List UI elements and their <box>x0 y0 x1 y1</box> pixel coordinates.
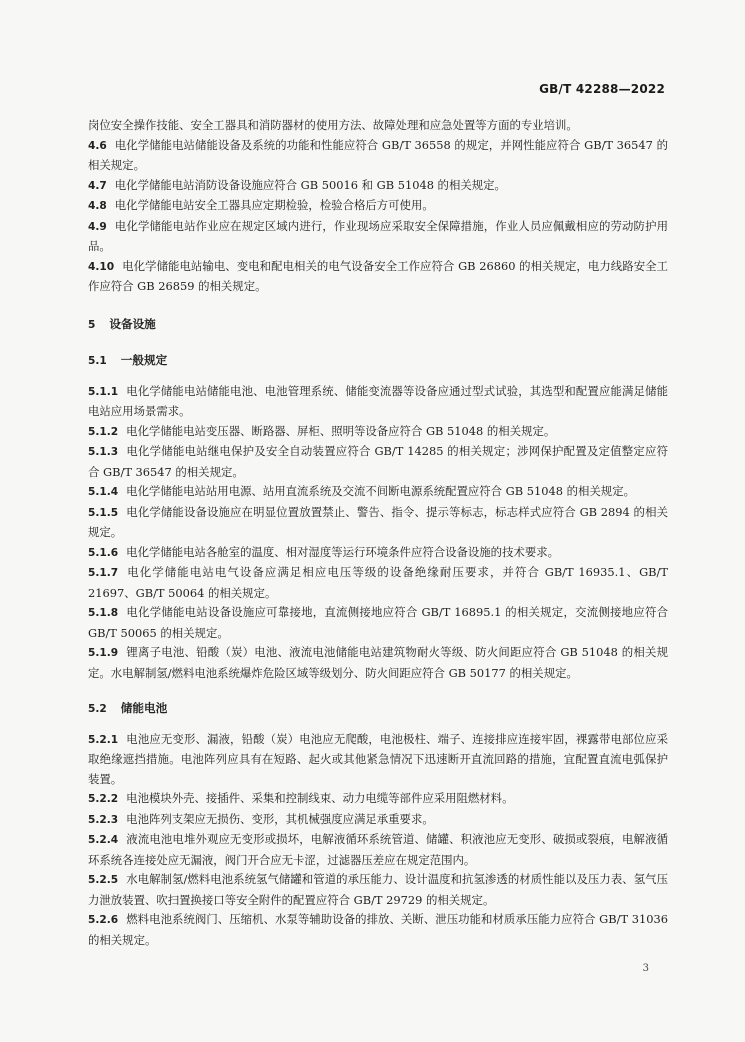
clause-number: 4.10 <box>88 260 115 273</box>
clause-paragraph <box>88 503 668 543</box>
clause-number: 5.1.6 <box>88 546 119 559</box>
section-heading-5 <box>88 315 668 336</box>
clause-number: 5.2.2 <box>88 793 119 805</box>
clause-paragraph <box>88 482 668 503</box>
section-number: 5 <box>88 318 96 331</box>
clause-paragraph <box>88 257 668 297</box>
clause-text: 电化学储能电站继电保护及安全自动装置应符合 GB/T 14285 的相关规定；涉网保护配置及定值整定应符合 GB/T 36547 的相关规定。 <box>88 444 668 479</box>
clause-paragraph <box>88 910 668 950</box>
clause-text: 电化学储能电站储能电池、电池管理系统、储能变流器等设备应通过型式试验，其选型和配置应能满足储能电站应用场景需求。 <box>88 383 668 418</box>
clause-number: 5.2.6 <box>88 914 119 926</box>
clause-number: 5.1.4 <box>88 486 119 498</box>
clause-number: 5.1.5 <box>88 506 119 519</box>
section-number: 5.1 <box>88 355 107 367</box>
clause-number: 4.7 <box>88 179 107 192</box>
clause-paragraph <box>88 196 668 217</box>
clause-text: 电化学储能电站安全工器具应定期检验，检验合格后方可使用。 <box>114 198 434 212</box>
clause-paragraph <box>88 789 668 810</box>
clause-paragraph <box>88 810 668 831</box>
clause-text: 岗位安全操作技能、安全工器具和消防器材的使用方法、故障处理和应急处置等方面的专业培训。 <box>88 118 578 132</box>
clause-number: 5.1.7 <box>88 567 119 579</box>
clause-text: 电池应无变形、漏液，铅酸（炭）电池应无爬酸，电池极柱、端子、连接排应连接牢固，裸露带电部位应采取绝缘遮挡措施。电池阵列应具有在短路、起火或其他紧急情况下迅速断开直流回路的措施，宜配置直流电弧保护装置。 <box>88 731 668 786</box>
clause-text: 水电解制氢/燃料电池系统氢气储罐和管道的承压能力、设计温度和抗氢渗透的材质性能以及压力表、氢气压力泄放装置、吹扫置换接口等安全附件的配置应符合 GB/T 29729 的相关规定。 <box>88 872 668 907</box>
clause-text: 燃料电池系统阀门、压缩机、水泵等辅助设备的排放、关断、泄压功能和材质承压能力应符合 GB/T 31036 的相关规定。 <box>88 912 668 947</box>
clause-paragraph <box>88 830 668 870</box>
clause-paragraph <box>88 136 668 176</box>
clause-paragraph <box>88 563 668 603</box>
clause-paragraph <box>88 382 668 422</box>
clause-text: 电池模块外壳、接插件、采集和控制线束、动力电缆等部件应采用阻燃材料。 <box>126 791 514 805</box>
section-heading-5-1 <box>88 351 668 372</box>
clause-text: 电池阵列支架应无损伤、变形，其机械强度应满足承重要求。 <box>126 811 434 826</box>
standard-code-header: GB/T 42288—2022 <box>539 82 665 96</box>
clause-text: 锂离子电池、铅酸（炭）电池、液流电池储能电站建筑物耐火等级、防火间距应符合 GB 51048 的相关规定。水电解制氢/燃料电池系统爆炸危险区域等级划分、防火间距应符合 GB 50177 的相关规定。 <box>88 645 668 680</box>
clause-number: 4.9 <box>88 220 107 233</box>
clause-paragraph <box>88 730 668 790</box>
clause-number: 5.1.9 <box>88 647 119 659</box>
clause-paragraph <box>88 643 668 683</box>
clause-text: 电化学储能设备设施应在明显位置放置禁止、警告、指令、提示等标志，标志样式应符合 GB 2894 的相关规定。 <box>88 504 668 539</box>
section-title: 设备设施 <box>109 316 156 331</box>
section-title: 一般规定 <box>120 353 168 367</box>
clause-number: 5.2.4 <box>88 834 119 846</box>
clause-list-5-1 <box>88 382 668 684</box>
clause-paragraph <box>88 603 668 643</box>
section-heading-5-2 <box>88 699 668 720</box>
clause-number: 5.2.1 <box>88 733 119 746</box>
clause-list-4 <box>88 116 668 297</box>
clause-number: 5.1.1 <box>88 385 119 398</box>
clause-paragraph <box>88 176 668 197</box>
clause-paragraph <box>88 217 668 257</box>
clause-number: 5.1.8 <box>88 607 119 619</box>
clause-number: 4.6 <box>88 139 107 152</box>
clause-text: 电化学储能电站站用电源、站用直流系统及交流不间断电源系统配置应符合 GB 51048 的相关规定。 <box>126 484 635 498</box>
clause-text: 电化学储能电站设备设施应可靠接地，直流侧接地应符合 GB/T 16895.1 的相关规定，交流侧接地应符合 GB/T 50065 的相关规定。 <box>88 605 668 640</box>
clause-paragraph <box>88 442 668 482</box>
clause-number: 5.1.2 <box>88 425 119 438</box>
clause-list-5-2 <box>88 730 668 951</box>
clause-number: 5.2.3 <box>88 813 119 826</box>
clause-text: 电化学储能电站变压器、断路器、屏柜、照明等设备应符合 GB 51048 的相关规定。 <box>126 423 556 438</box>
clause-paragraph <box>88 422 668 443</box>
clause-text: 电化学储能电站储能设备及系统的功能和性能应符合 GB/T 36558 的规定，并网性能应符合 GB/T 36547 的相关规定。 <box>88 137 668 172</box>
clause-number: 5.2.5 <box>88 874 119 886</box>
clause-text: 液流电池电堆外观应无变形或损坏，电解液循环系统管道、储罐、积液池应无变形、破损或裂痕，电解液循环系统各连接处应无漏液，阀门开合应无卡涩，过滤器压差应在规定范围内。 <box>88 832 668 867</box>
page-number: 3 <box>642 963 649 974</box>
clause-paragraph <box>88 116 668 136</box>
section-title: 储能电池 <box>120 701 168 715</box>
section-number: 5.2 <box>88 703 107 715</box>
clause-text: 电化学储能电站消防设备设施应符合 GB 50016 和 GB 51048 的相关规定。 <box>114 177 506 192</box>
clause-number: 5.1.3 <box>88 446 119 458</box>
clause-number: 4.8 <box>88 200 107 212</box>
document-body <box>88 116 668 950</box>
clause-text: 电化学储能电站输电、变电和配电相关的电气设备安全工作应符合 GB 26860 的相关规定，电力线路安全工作应符合 GB 26859 的相关规定。 <box>88 258 668 293</box>
clause-paragraph <box>88 870 668 910</box>
clause-text: 电化学储能电站作业应在规定区域内进行，作业现场应采取安全保障措施，作业人员应佩戴相应的劳动防护用品。 <box>88 218 668 253</box>
clause-paragraph <box>88 543 668 564</box>
clause-text: 电化学储能电站电气设备应满足相应电压等级的设备绝缘耐压要求，并符合 GB/T 16935.1、GB/T 21697、GB/T 50064 的相关规定。 <box>88 565 668 600</box>
clause-text: 电化学储能电站各舱室的温度、相对湿度等运行环境条件应符合设备设施的技术要求。 <box>126 544 560 559</box>
